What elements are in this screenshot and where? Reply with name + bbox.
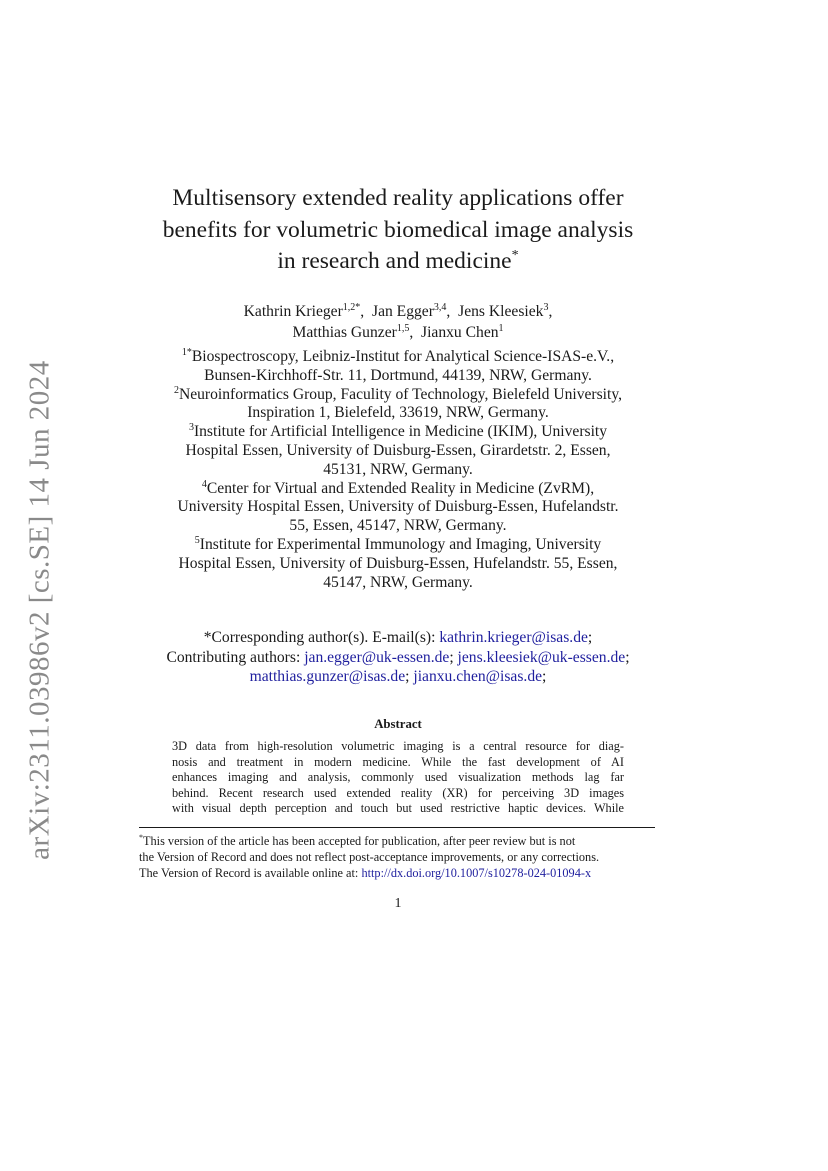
title-line: benefits for volumetric biomedical image analysis	[162, 216, 634, 243]
affiliation-line	[140, 386, 656, 405]
affiliation-marker: 1*	[181, 346, 192, 358]
affiliation-line: 55, Essen, 45147, NRW, Germany.	[289, 517, 507, 535]
doi-link[interactable]: http://dx.doi.org/10.1007/s10278-024-01094-x	[361, 866, 592, 880]
affiliation-text: Institute for Experimental Immunology and Imaging, University	[199, 535, 602, 553]
author-name: Jianxu Chen	[421, 324, 499, 341]
corresponding-author-line: *Corresponding author(s). E-mail(s): kathrin.krieger@isas.de;	[203, 629, 593, 646]
email-link[interactable]: jianxu.chen@isas.de	[413, 668, 543, 685]
author-affiliation-marker: 3	[543, 301, 549, 313]
author-affiliation-marker: 1,2*	[342, 301, 361, 313]
footnote	[139, 833, 655, 881]
abstract-line: behind. Recent research used extended reality (XR) for perceiving 3D images	[172, 785, 624, 800]
affiliation-line	[140, 536, 656, 555]
title-line-text: in research and medicine	[277, 248, 512, 274]
affiliation-text: Institute for Artificial Intelligence in Medicine (IKIM), University	[193, 423, 608, 441]
author-affiliation-marker: 3,4	[433, 301, 447, 313]
abstract-line: enhances imaging and analysis, commonly used visualization methods lag far	[172, 770, 624, 785]
footnote-divider	[139, 827, 655, 828]
contact-block	[140, 628, 656, 687]
affiliation-line: Bunsen-Kirchhoff-Str. 11, Dortmund, 44139, NRW, Germany.	[204, 366, 592, 384]
abstract-heading: Abstract	[374, 717, 422, 731]
author-name: Jan Egger	[372, 303, 434, 320]
contributing-authors-line: matthias.gunzer@isas.de; jianxu.chen@isas.de;	[249, 668, 547, 685]
footnote-text: The Version of Record is available online at:	[139, 866, 359, 880]
abstract-text	[172, 739, 624, 817]
author-line: Kathrin Krieger$^{1,2*}$, Jan Egger$^{3,4}$, Jens Kleesiek$^3$,	[243, 301, 553, 320]
page-number: 1	[394, 896, 402, 911]
footnote-marker: *	[139, 832, 143, 842]
affiliation-text: Neuroinformatics Group, Faculity of Technology, Bielefeld University,	[178, 385, 623, 403]
affiliation-marker: 2	[173, 384, 179, 396]
affiliation-list	[140, 348, 656, 592]
arxiv-identifier-text: arXiv:2311.03986v2 [cs.SE] 14 Jun 2024	[23, 360, 56, 860]
affiliation-marker: 3	[188, 422, 194, 433]
paper-title	[140, 183, 656, 278]
affiliation-line: Hospital Essen, University of Duisburg-Essen, Hufelandstr. 55, Essen,	[178, 554, 618, 572]
affiliation-line: 45147, NRW, Germany.	[323, 573, 473, 591]
affiliation-line	[140, 480, 656, 499]
affiliation-marker: 4	[201, 478, 207, 490]
contributing-authors-label: Contributing authors:	[166, 648, 301, 666]
author-list	[140, 301, 656, 343]
affiliation-line	[140, 348, 656, 367]
author-line: Matthias Gunzer$^{1,5}$, Jianxu Chen$^1$	[292, 322, 504, 341]
email-link[interactable]: kathrin.krieger@isas.de	[439, 629, 588, 646]
title-line: Multisensory extended reality applications offer	[172, 185, 624, 211]
abstract-line: nosis and treatment in modern medicine. While the fast development of AI	[172, 754, 624, 769]
abstract-line: with visual depth perception and touch but used restrictive haptic devices. While	[172, 801, 624, 816]
footnote-line	[139, 833, 655, 849]
affiliation-line: University Hospital Essen, University of Duisburg-Essen, Hufelandstr.	[177, 498, 619, 516]
affiliation-text: Biospectroscopy, Leibniz-Institut for Analytical Science-ISAS-e.V.,	[191, 348, 615, 365]
author-name: Matthias Gunzer	[292, 324, 397, 341]
corresponding-author-label: *Corresponding author(s). E-mail(s):	[203, 629, 436, 646]
arxiv-identifier-stamp	[22, 360, 58, 860]
email-link[interactable]: jens.kleesiek@uk-essen.de	[457, 648, 626, 666]
footnote-line	[139, 865, 655, 881]
title-footnote-marker[interactable]: *	[511, 248, 519, 264]
affiliation-line: Hospital Essen, University of Duisburg-Essen, Girardetstr. 2, Essen,	[185, 441, 611, 459]
affiliation-marker: 5	[194, 534, 200, 546]
footnote-text: This version of the article has been accepted for publication, after peer review but is not	[143, 834, 576, 848]
contributing-authors-line: Contributing authors: jan.egger@uk-essen.de; jens.kleesiek@uk-essen.de;	[166, 648, 630, 666]
affiliation-line: Inspiration 1, Bielefeld, 33619, NRW, Germany.	[247, 404, 549, 422]
author-name: Jens Kleesiek	[458, 303, 544, 320]
abstract-line: 3D data from high-resolution volumetric imaging is a central resource for diag-	[172, 739, 624, 753]
affiliation-line: 45131, NRW, Germany.	[323, 460, 473, 478]
author-affiliation-marker: 1,5	[396, 322, 410, 334]
affiliation-line	[140, 423, 656, 442]
footnote-line: the Version of Record and does not reflect post-acceptance improvements, or any corrections.	[139, 850, 600, 864]
author-affiliation-marker: 1	[498, 322, 504, 334]
email-link[interactable]: matthias.gunzer@isas.de	[249, 668, 406, 685]
email-link[interactable]: jan.egger@uk-essen.de	[304, 648, 450, 666]
title-line	[140, 246, 656, 278]
affiliation-text: Center for Virtual and Extended Reality in Medicine (ZvRM),	[206, 479, 595, 497]
author-name: Kathrin Krieger	[243, 303, 343, 320]
